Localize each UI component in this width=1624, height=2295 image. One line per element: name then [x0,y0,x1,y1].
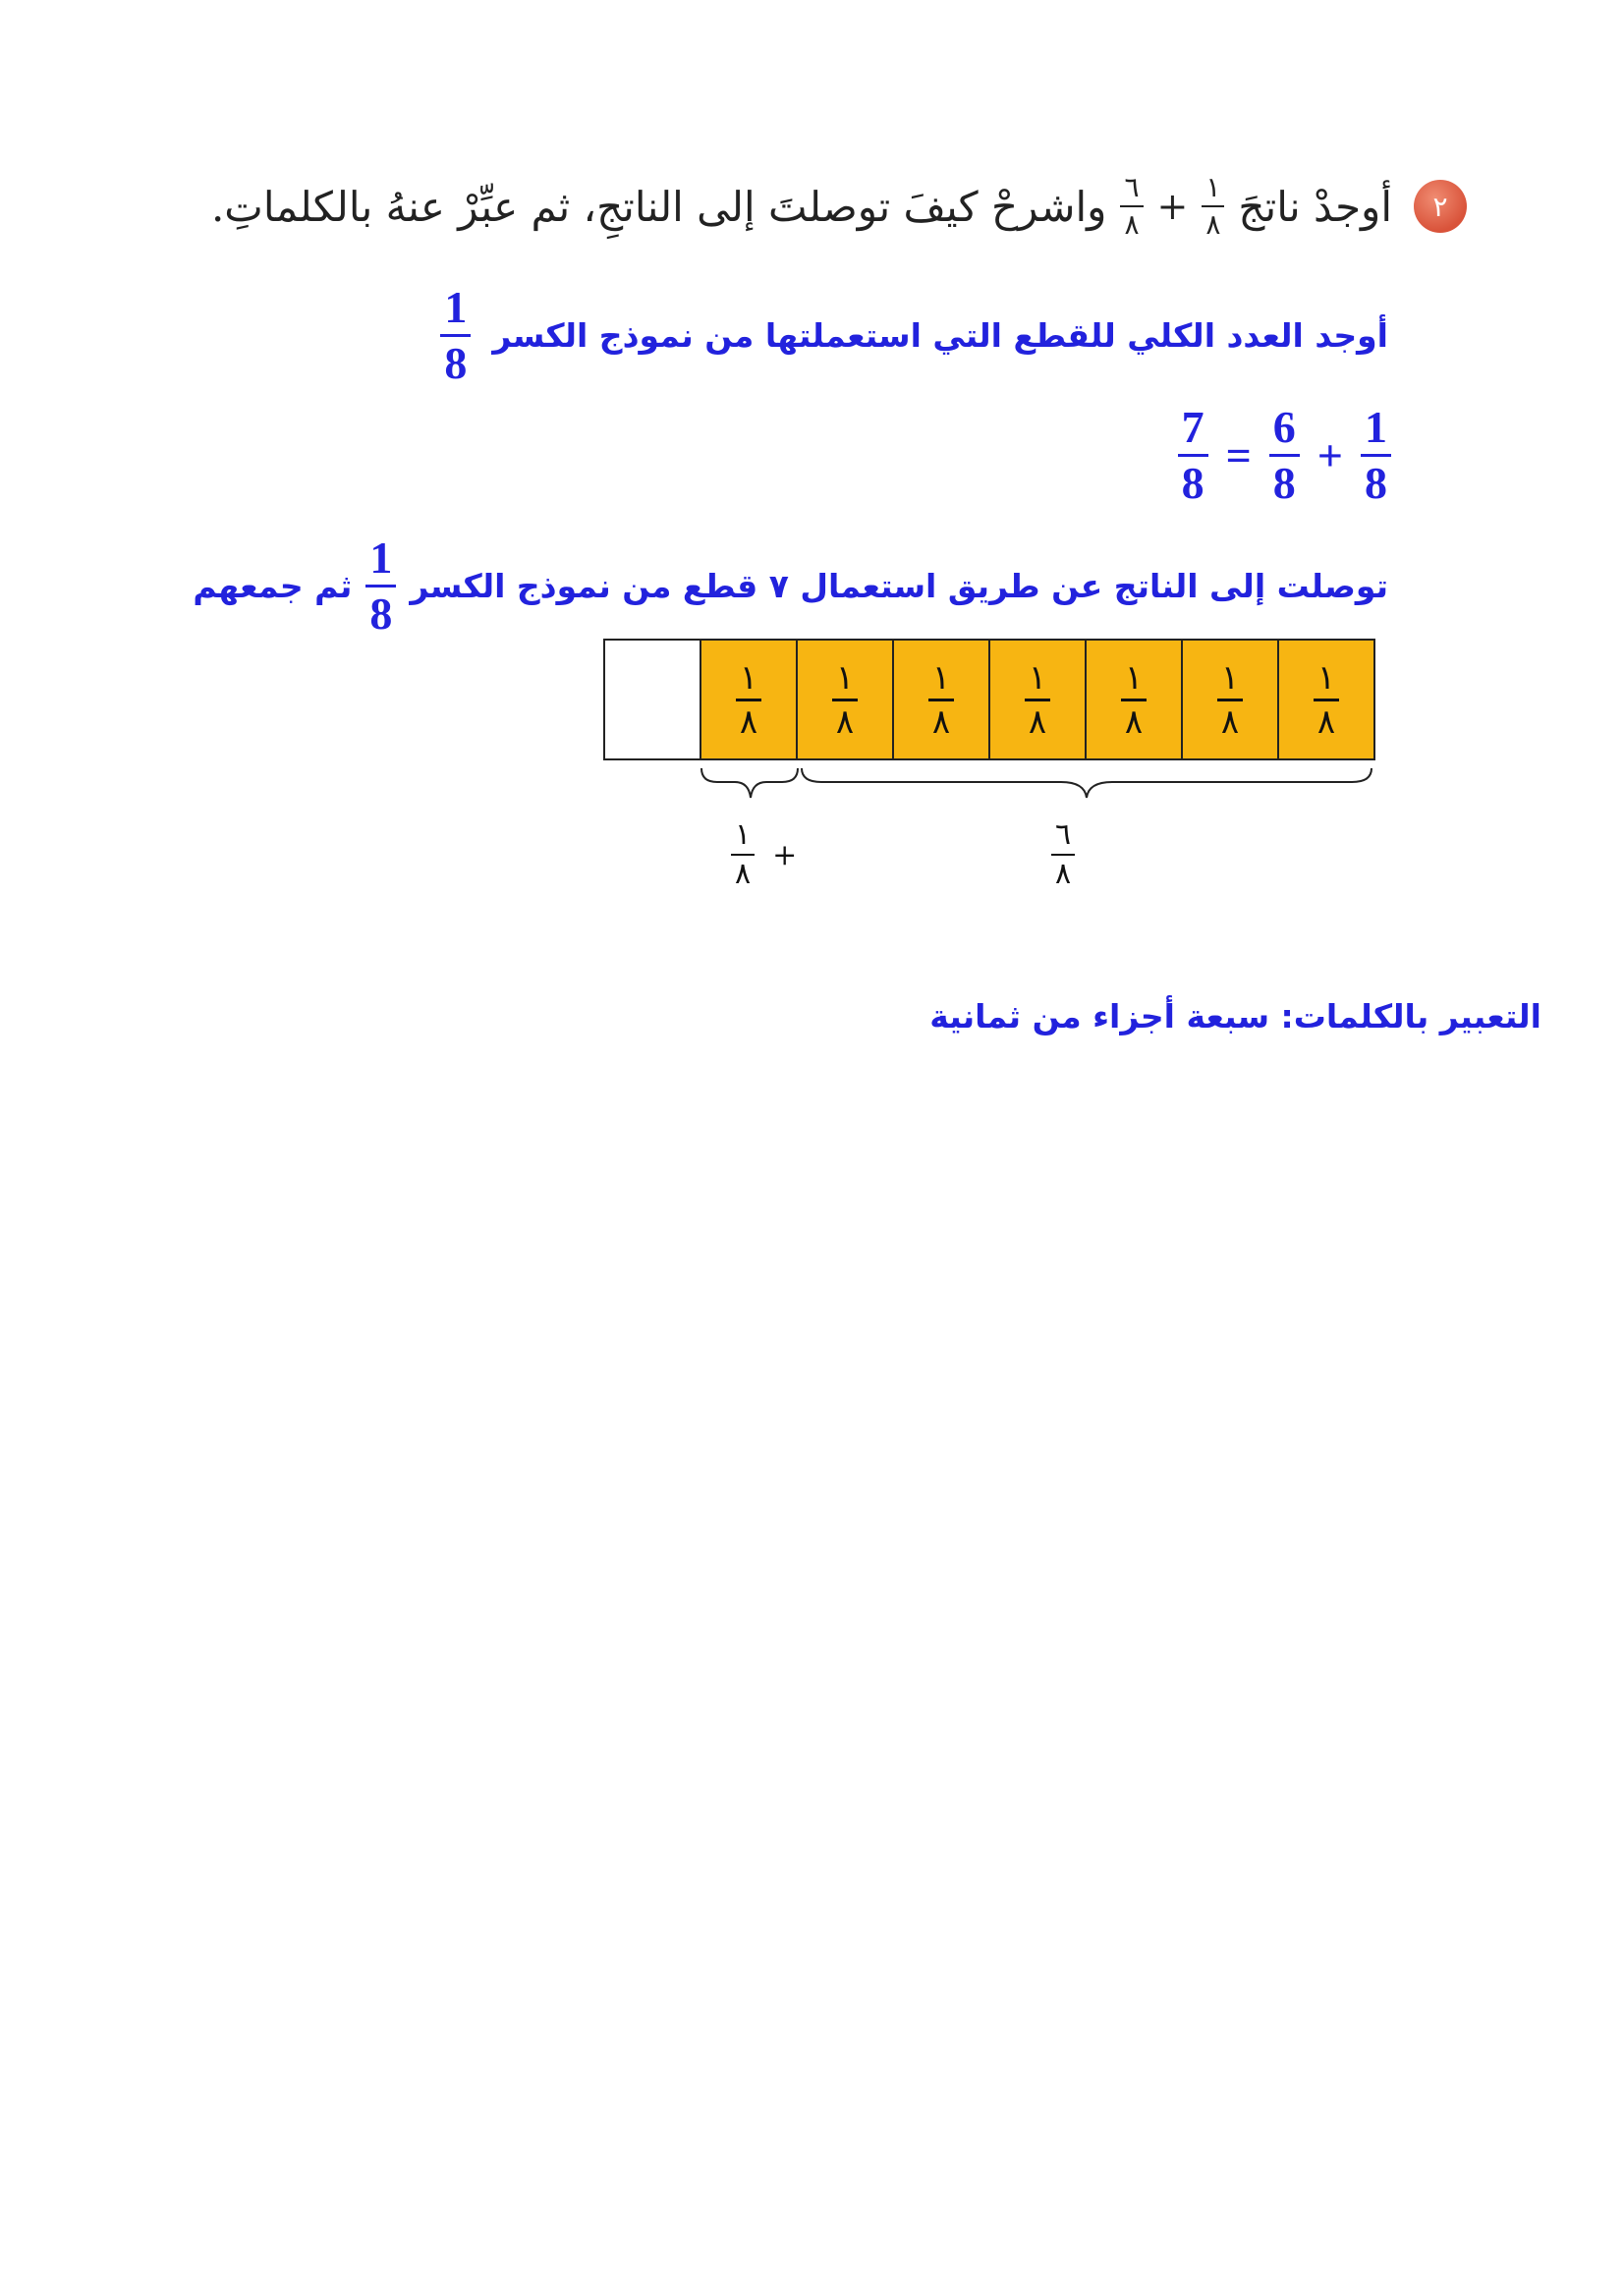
bar-cell-fraction [928,657,954,742]
question-fraction-b-num: ٦ [1124,171,1140,203]
bar-cell-filled [988,641,1085,758]
bar-cell-den: ٨ [1121,699,1147,739]
answer-line-3-end: ثم جمعهم [193,567,353,605]
question-fraction-b [1120,171,1143,241]
equation-result-den: 8 [1178,454,1208,506]
question-line [211,167,1467,246]
bar-cell-fraction [1217,657,1243,742]
bar-cell-fraction [736,657,761,742]
question-fraction-b-den: ٨ [1120,205,1143,239]
equation-plus: + [1316,430,1343,480]
answer-line-3-text: توصلت إلى الناتج عن طريق استعمال ٧ قطع من نموذج الكسر [410,567,1388,605]
brace-left-fraction [731,817,755,891]
equation-fraction-a [1361,402,1391,508]
question-plus: + [1156,185,1189,228]
brace-label-left [731,817,798,891]
equation-a-num: 1 [1365,402,1387,452]
bar-cell-num: ١ [1316,657,1336,698]
question-prefix: أوجدْ ناتجَ [1238,182,1392,231]
brace-six-eighths [802,768,1372,798]
bar-cell-den: ٨ [928,699,954,739]
question-fraction-a-num: ١ [1205,171,1221,203]
answer-line-1-num: 1 [444,282,468,332]
bar-cell-num: ١ [1028,657,1047,698]
question-suffix: واشرحْ كيفَ توصلتَ إلى الناتجِ، ثم عبِّرْ عنهُ بالكلماتِ. [210,182,1107,231]
bar-cell-filled [700,641,796,758]
equation-a-den: 8 [1361,454,1391,506]
answer-line-3-fraction [365,532,396,639]
bar-cell-fraction [832,657,858,742]
equation-b-den: 8 [1269,454,1300,506]
brace-label-right [1051,817,1075,891]
bar-cell-filled [1181,641,1277,758]
answer-line-1-den: 8 [440,334,471,386]
equation-b-num: 6 [1272,402,1296,452]
equation-equals: = [1225,430,1252,480]
equation-result [1178,402,1208,508]
brace-left-plus: + [772,837,798,872]
answer-in-words [929,997,1541,1036]
answer-line-3-den: 8 [365,585,396,637]
bar-cell-den: ٨ [1314,699,1339,739]
bar-cell-fraction [1025,657,1050,742]
brace-left-den: ٨ [731,854,755,889]
equation-fraction-b [1269,402,1300,508]
answer-line-1 [440,282,1388,388]
bar-cell-num: ١ [1124,657,1144,698]
bar-cell-fraction [1121,657,1147,742]
equation-result-num: 7 [1181,402,1204,452]
question-number-badge: ٢ [1414,180,1467,233]
bar-cell-num: ١ [931,657,951,698]
bar-cell-num: ١ [1220,657,1240,698]
bar-cell-fraction [1314,657,1339,742]
brace-right-num: ٦ [1055,817,1072,852]
brace-one-eighth [701,768,798,798]
answer-line-3-num: 1 [369,532,393,583]
bar-cell-empty [605,641,700,758]
bar-cell-den: ٨ [736,699,761,739]
brace-right-fraction [1051,817,1075,891]
question-fraction-a [1202,171,1224,241]
brace-left-num: ١ [735,817,752,852]
question-fraction-a-den: ٨ [1202,205,1224,239]
grouping-braces [688,764,1375,823]
answer-line-1-text: أوجد العدد الكلي للقطع التي استعملتها من نموذج الكسر [492,316,1388,355]
answer-line-1-fraction [440,282,471,388]
bar-cell-num: ١ [739,657,758,698]
bar-cell-num: ١ [835,657,855,698]
bar-cell-filled [796,641,892,758]
answer-equation [1178,402,1391,508]
bar-cell-filled [892,641,988,758]
fraction-bar-model [603,639,1375,760]
bar-cell-den: ٨ [832,699,858,739]
answer-words-text: التعبير بالكلمات: سبعة أجزاء من ثمانية [929,997,1541,1036]
answer-line-3 [193,532,1388,639]
bar-cell-den: ٨ [1025,699,1050,739]
bar-cell-filled [1277,641,1373,758]
bar-cell-den: ٨ [1217,699,1243,739]
bar-cell-filled [1085,641,1181,758]
brace-right-den: ٨ [1051,854,1075,889]
